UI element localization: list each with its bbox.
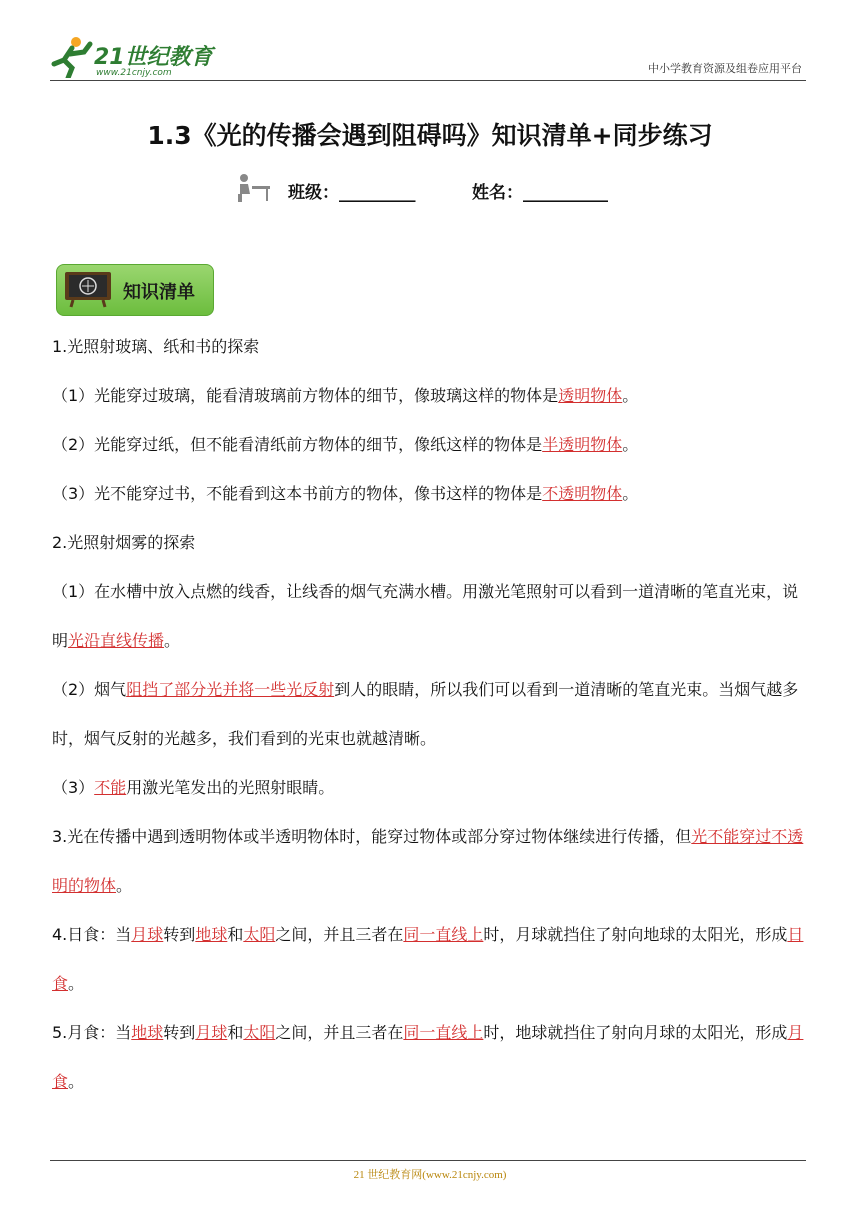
answer-blank: 半透明物体 — [542, 435, 623, 454]
answer-blank: 月球 — [131, 925, 164, 944]
item-laser-safety: （3）不能用激光笔发出的光照射眼睛。 — [52, 778, 335, 797]
logo-text: 21世纪教育 — [94, 45, 213, 70]
answer-blank: 不能 — [94, 778, 127, 797]
heading-glass-paper-book: 1.光照射玻璃、纸和书的探索 — [52, 337, 260, 356]
item-smoke-reflection: （2）烟气阻挡了部分光并将一些光反射到人的眼睛，所以我们可以看到一道清晰的笔直光束。当烟气越多时，烟气反射的光越多，我们看到的光束也就越清晰。 — [52, 680, 799, 748]
class-field[interactable]: 班级：_________ — [288, 183, 416, 203]
footer-divider — [50, 1160, 806, 1161]
answer-blank: 同一直线上 — [403, 925, 484, 944]
site-logo[interactable] — [50, 34, 220, 80]
name-field[interactable]: 姓名：__________ — [472, 183, 608, 203]
blackboard-icon — [63, 270, 113, 308]
answer-blank: 透明物体 — [558, 386, 623, 405]
answer-blank: 光不能穿过不透明的物体 — [52, 827, 804, 895]
footer-link[interactable]: 21 世纪教育网(www.21cnjy.com) — [353, 1169, 507, 1181]
item-smoke-straight-line: （1）在水槽中放入点燃的线香，让线香的烟气充满水槽。用激光笔照射可以看到一道清晰的笔直光束，说明光沿直线传播。 — [52, 582, 799, 650]
item-book: （3）光不能穿过书，不能看到这本书前方的物体，像书这样的物体是不透明物体。 — [52, 484, 639, 503]
item-glass: （1）光能穿过玻璃，能看清玻璃前方物体的细节，像玻璃这样的物体是透明物体。 — [52, 386, 639, 405]
answer-blank: 地球 — [131, 1023, 164, 1042]
section-title: 知识清单 — [123, 282, 195, 303]
header-divider — [50, 80, 806, 81]
answer-blank: 太阳 — [243, 1023, 276, 1042]
item-paper: （2）光能穿过纸，但不能看清纸前方物体的细节，像纸这样的物体是半透明物体。 — [52, 435, 639, 454]
item-lunar-eclipse: 5.月食：当地球转到月球和太阳之间，并且三者在同一直线上时，地球就挡住了射向月球的太阳光，形成月食。 — [52, 1023, 804, 1091]
student-desk-icon — [232, 172, 272, 204]
answer-blank: 光沿直线传播 — [68, 631, 165, 650]
heading-smoke: 2.光照射烟雾的探索 — [52, 533, 196, 552]
page-header — [50, 28, 806, 80]
page-title: 1.3《光的传播会遇到阻碍吗》知识清单+同步练习 — [147, 121, 713, 150]
item-propagation: 3.光在传播中遇到透明物体或半透明物体时，能穿过物体或部分穿过物体继续进行传播，但光不能穿过不透明的物体。 — [52, 827, 804, 895]
answer-blank: 日食 — [52, 925, 804, 993]
logo-url: www.21cnjy.com — [96, 68, 172, 78]
student-info-row — [232, 172, 652, 204]
answer-blank: 同一直线上 — [403, 1023, 484, 1042]
section-badge-knowledge-list — [56, 264, 214, 316]
answer-blank: 阻挡了部分光并将一些光反射 — [126, 680, 335, 699]
answer-blank: 地球 — [195, 925, 228, 944]
knowledge-list-content — [52, 322, 812, 1106]
runner-icon — [50, 34, 94, 78]
item-solar-eclipse: 4.日食：当月球转到地球和太阳之间，并且三者在同一直线上时，月球就挡住了射向地球的太阳光，形成日食。 — [52, 925, 804, 993]
answer-blank: 月球 — [195, 1023, 228, 1042]
answer-blank: 太阳 — [243, 925, 276, 944]
platform-tagline: 中小学教育资源及组卷应用平台 — [648, 62, 802, 75]
answer-blank: 不透明物体 — [542, 484, 623, 503]
answer-blank: 月食 — [52, 1023, 804, 1091]
